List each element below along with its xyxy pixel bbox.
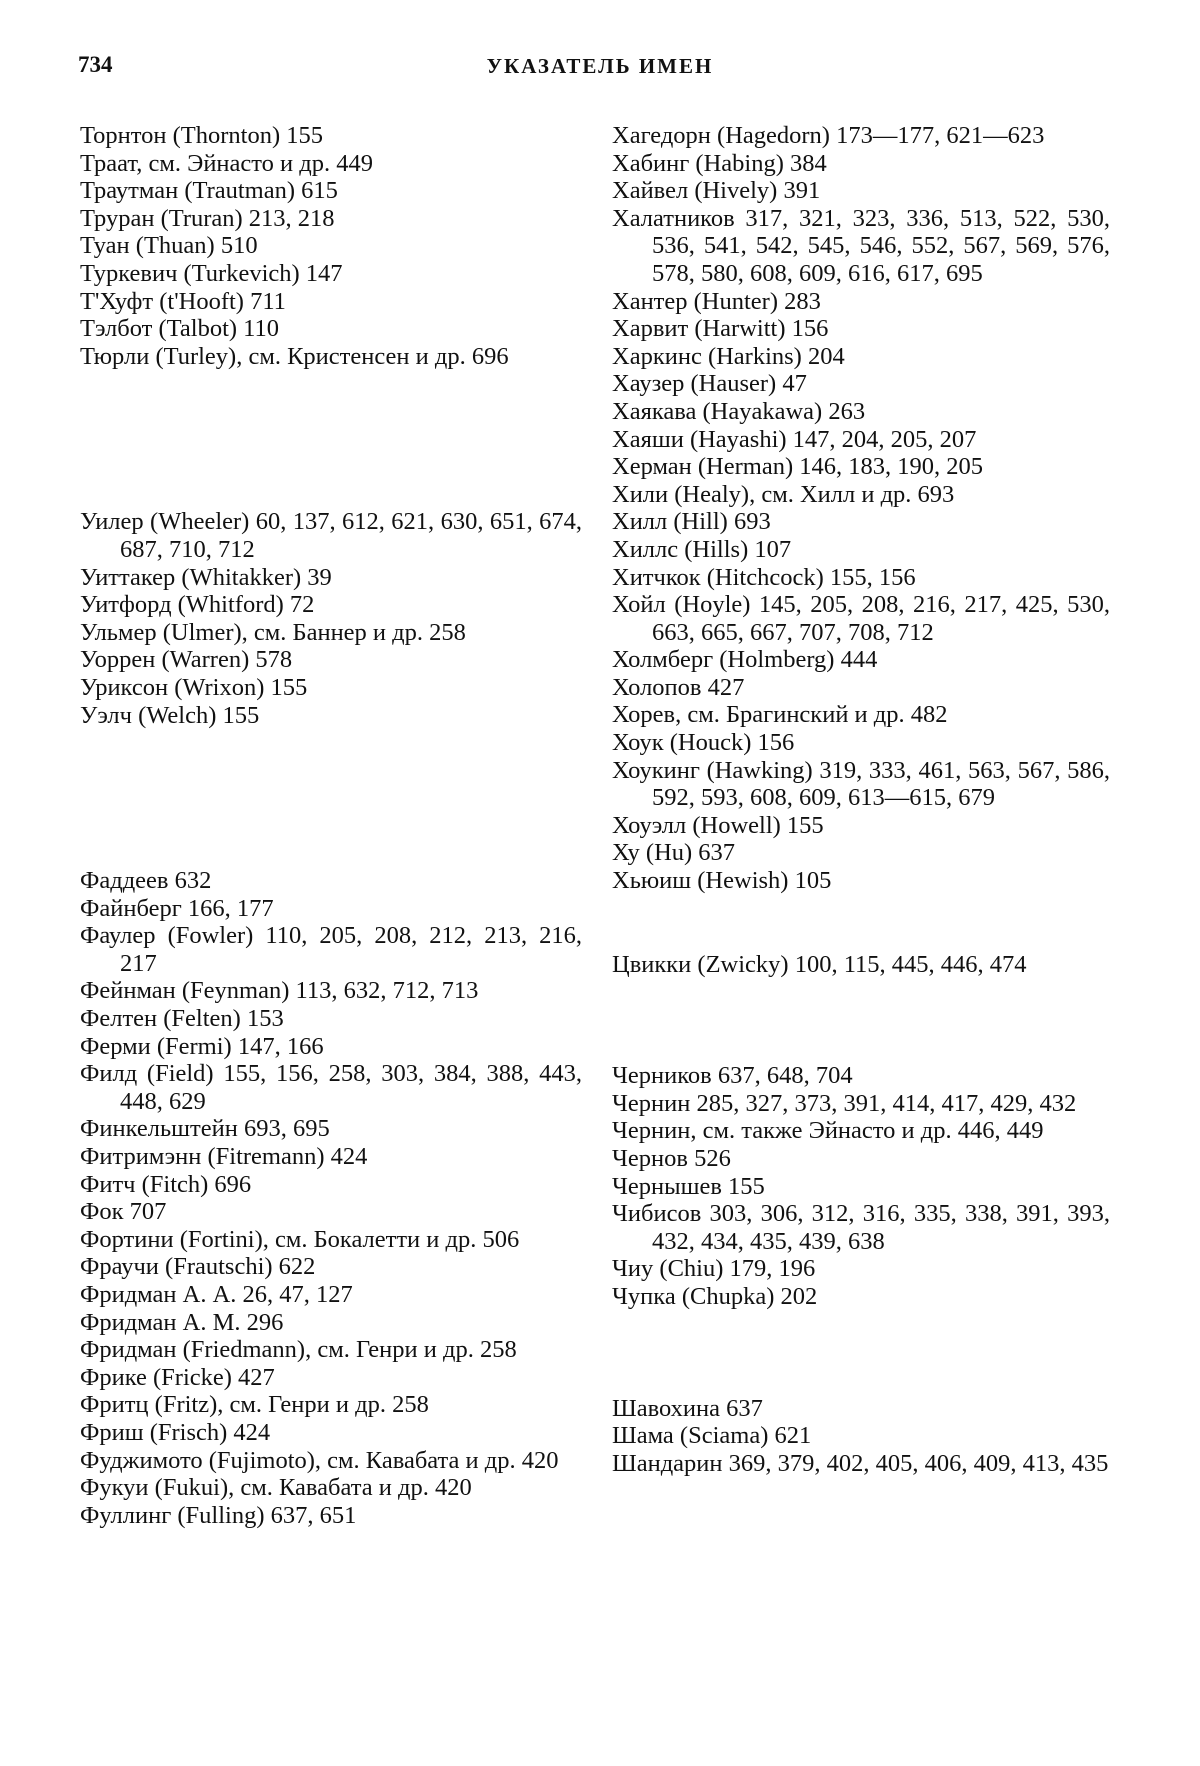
index-entry: Харкинс (Harkins) 204 bbox=[612, 342, 845, 370]
index-entry: Туркевич (Turkevich) 147 bbox=[80, 259, 343, 287]
index-entry: Фридман А. А. 26, 47, 127 bbox=[80, 1281, 353, 1308]
index-entry: Хаузер (Hauser) 47 bbox=[612, 370, 807, 398]
index-entry: Чернов 526 bbox=[612, 1145, 731, 1172]
index-entry: Херман (Herman) 146, 183, 190, 205 bbox=[612, 453, 983, 481]
section-sh bbox=[612, 1395, 1110, 1478]
index-entry: Ху (Hu) 637 bbox=[612, 839, 736, 867]
index-entry: Фаулер (Fowler) 110, 205, 208, 212, 213, 216, 217 bbox=[80, 922, 582, 977]
index-entry: Филд (Field) 155, 156, 258, 303, 384, 388, 443, 448, 629 bbox=[80, 1060, 582, 1115]
index-entry: Фейнман (Feynman) 113, 632, 712, 713 bbox=[80, 977, 479, 1005]
index-entry: Файнберг 166, 177 bbox=[80, 894, 274, 922]
index-entry: Шандарин 369, 379, 402, 405, 406, 409, 413, 435 bbox=[612, 1449, 1109, 1477]
index-entry: Фрике (Fricke) 427 bbox=[80, 1363, 275, 1391]
index-entry: Чибисов 303, 306, 312, 316, 335, 338, 391, 393, 432, 434, 435, 439, 638 bbox=[612, 1200, 1110, 1255]
index-entry: Хоуэлл (Howell) 155 bbox=[612, 811, 824, 839]
index-entry: Ферми (Fermi) 147, 166 bbox=[80, 1032, 324, 1060]
index-entry: Фелтен (Felten) 153 bbox=[80, 1005, 284, 1033]
index-entry: Фритц (Fritz), см. Генри и др. 258 bbox=[80, 1391, 429, 1419]
index-entry: Хоук (Houck) 156 bbox=[612, 729, 795, 757]
index-entry: Харвит (Harwitt) 156 bbox=[612, 315, 829, 343]
index-entry: Фок 707 bbox=[80, 1198, 167, 1226]
index-entry: Торнтон (Thornton) 155 bbox=[80, 122, 323, 149]
index-entry: Холопов 427 bbox=[612, 673, 745, 701]
index-entry: Хорев, см. Брагинский и др. 482 bbox=[612, 701, 948, 729]
right-column bbox=[612, 122, 1110, 1477]
index-entry: Цвикки (Zwicky) 100, 115, 445, 446, 474 bbox=[612, 950, 1027, 978]
index-entry: Фитримэнн (Fitremann) 424 bbox=[80, 1143, 368, 1171]
index-entry: Уриксон (Wrixon) 155 bbox=[80, 673, 308, 701]
section-f bbox=[80, 867, 582, 1529]
index-entry: Тэлбот (Talbot) 110 bbox=[80, 315, 280, 343]
index-entry: Хаяши (Hayashi) 147, 204, 205, 207 bbox=[612, 425, 977, 453]
index-entry: Уитфорд (Whitford) 72 bbox=[80, 591, 315, 619]
index-entry: Фуллинг (Fulling) 637, 651 bbox=[80, 1501, 357, 1529]
index-entry: Фриш (Frisch) 424 bbox=[80, 1418, 271, 1446]
index-entry: Фридман (Friedmann), см. Генри и др. 258 bbox=[80, 1336, 517, 1364]
index-entry: Хабинг (Habing) 384 bbox=[612, 149, 827, 177]
index-entry: Чернышев 155 bbox=[612, 1172, 765, 1200]
index-entry: Чернин, см. также Эйнасто и др. 446, 449 bbox=[612, 1117, 1044, 1145]
index-entry: Хантер (Hunter) 283 bbox=[612, 287, 821, 315]
index-entry: Шама (Sciama) 621 bbox=[612, 1422, 812, 1450]
index-entry: Финкельштейн 693, 695 bbox=[80, 1115, 330, 1143]
section-ch bbox=[612, 1062, 1110, 1310]
index-entry: Хилл (Hill) 693 bbox=[612, 508, 771, 536]
index-entry: Чупка (Chupka) 202 bbox=[612, 1282, 818, 1310]
index-entry: Траутман (Trautman) 615 bbox=[80, 177, 338, 205]
index-entry: Холмберг (Holmberg) 444 bbox=[612, 646, 878, 674]
index-entry: Хитчкок (Hitchcock) 155, 156 bbox=[612, 563, 916, 591]
index-entry: Хагедорн (Hagedorn) 173—177, 621—623 bbox=[612, 122, 1045, 149]
index-entry: Фукуи (Fukui), см. Кавабата и др. 420 bbox=[80, 1474, 472, 1502]
index-entry: Труран (Truran) 213, 218 bbox=[80, 204, 335, 232]
section-kh bbox=[612, 122, 1110, 895]
index-entry: Фраучи (Frautschi) 622 bbox=[80, 1253, 316, 1281]
index-entry: Траат, см. Эйнасто и др. 449 bbox=[80, 149, 373, 177]
page-number: 734 bbox=[78, 52, 113, 77]
index-entry: Фортини (Fortini), см. Бокалетти и др. 506 bbox=[80, 1225, 520, 1253]
index-entry: Ульмер (Ulmer), см. Баннер и др. 258 bbox=[80, 618, 466, 646]
index-entry: Хаякава (Hayakawa) 263 bbox=[612, 397, 866, 425]
index-entry: Туан (Thuan) 510 bbox=[80, 232, 258, 260]
index-entry: Уилер (Wheeler) 60, 137, 612, 621, 630, 651, 674, 687, 710, 712 bbox=[80, 508, 582, 563]
section-t bbox=[80, 122, 582, 370]
index-entry: Халатников 317, 321, 323, 336, 513, 522, 530, 536, 541, 542, 545, 546, 552, 567, 569, 576, 578, 580, 608, 609, 616, 617, 695 bbox=[612, 204, 1110, 287]
section-ts bbox=[612, 951, 1110, 979]
index-entry: Тюрли (Turley), см. Кристенсен и др. 696 bbox=[80, 342, 509, 370]
index-entry: Хили (Healy), см. Хилл и др. 693 bbox=[612, 480, 955, 508]
index-entry: Фридман А. М. 296 bbox=[80, 1308, 284, 1336]
index-entry: Шавохина 637 bbox=[612, 1394, 763, 1422]
index-entry: Уоррен (Warren) 578 bbox=[80, 646, 293, 674]
index-entry: Чиу (Chiu) 179, 196 bbox=[612, 1255, 816, 1283]
index-entry: Хоукинг (Hawking) 319, 333, 461, 563, 567, 586, 592, 593, 608, 609, 613—615, 679 bbox=[612, 756, 1110, 812]
index-entry: Черников 637, 648, 704 bbox=[612, 1062, 853, 1090]
index-entry: Чернин 285, 327, 373, 391, 414, 417, 429, 432 bbox=[612, 1089, 1077, 1117]
index-entry: Фитч (Fitch) 696 bbox=[80, 1170, 252, 1198]
index-entry: Хойл (Hoyle) 145, 205, 208, 216, 217, 425, 530, 663, 665, 667, 707, 708, 712 bbox=[612, 591, 1110, 646]
index-entry: Уэлч (Welch) 155 bbox=[80, 701, 260, 729]
running-head: УКАЗАТЕЛЬ ИМЕН bbox=[486, 54, 714, 78]
index-entry: Т'Хуфт (t'Hooft) 711 bbox=[80, 287, 286, 315]
index-entry: Хайвел (Hively) 391 bbox=[612, 177, 821, 205]
index-entry: Уиттакер (Whitakker) 39 bbox=[80, 563, 332, 591]
index-entry: Хьюиш (Hewish) 105 bbox=[612, 867, 832, 895]
index-entry: Фаддеев 632 bbox=[80, 867, 212, 895]
index-entry: Хиллс (Hills) 107 bbox=[612, 535, 792, 563]
section-u bbox=[80, 508, 582, 729]
left-column bbox=[80, 122, 582, 1529]
index-entry: Фуджимото (Fujimoto), см. Кавабата и др. 420 bbox=[80, 1446, 559, 1474]
